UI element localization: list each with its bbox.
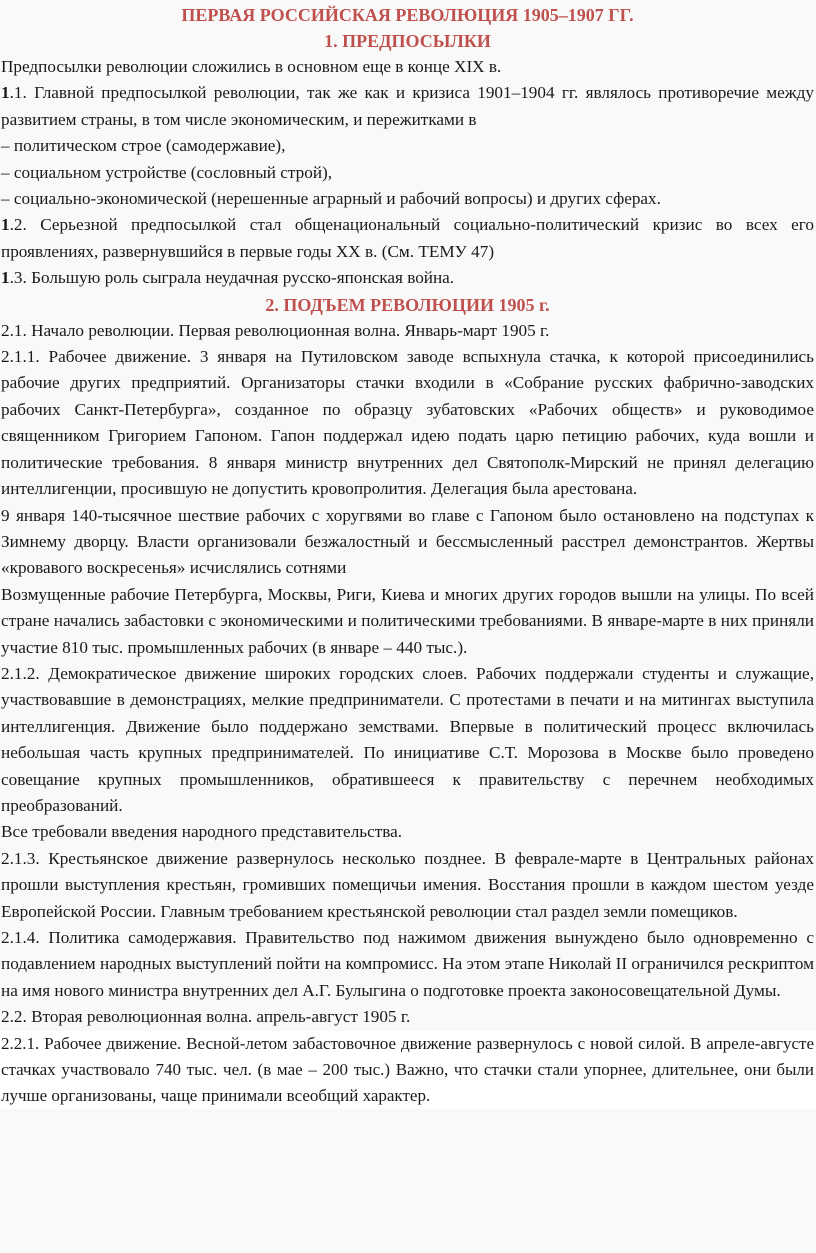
paragraph-2-1: 2.1. Начало революции. Первая революционная волна. Январь-март 1905 г. xyxy=(1,320,550,340)
section-heading-rise: 2. ПОДЪЕМ РЕВОЛЮЦИИ 1905 г. xyxy=(265,294,550,315)
paragraph-number: 1 xyxy=(1,215,10,235)
paragraph-2-1-2: 2.1.2. Демократическое движение широких городских слоев. Рабочих поддержали студенты и служащие, участвовавшие в демонстрациях, мелкие предприниматели. С протестами в печати и на митингах выступила интеллигенция. Движение было поддержано земствами. Впервые в политический процесс включилась небольшая часть крупных предпринимателей. По инициативе С.Т. Морозова в Москве было проведено совещание крупных промышленников, обратившееся к правительству с перечнем необходимых преобразований. xyxy=(1,663,814,815)
list-item: – социальном устройстве (сословный строй), xyxy=(1,162,333,182)
paragraph-all-demanded: Все требовали введения народного представительства. xyxy=(1,822,403,842)
paragraph-2-1-1: 2.1.1. Рабочее движение. 3 января на Путиловском заводе вспыхнула стачка, к которой присоединились рабочие других предприятий. Организаторы стачки входили в «Собрание русских фабрично-заводских рабочих Санкт-Петербурга», созданное по образцу зубатовских «Рабочих обществ» и руководимое священником Григорием Гапоном. Гапон поддержал идею подать царю петицию рабочих, куда вошли и политические требования. 8 января министр внутренних дел Святополк-Мирский не принял делегацию интеллигенции, просившую не допустить кровопролития. Делегация была арестована. xyxy=(1,347,814,499)
paragraph-2-1-4: 2.1.4. Политика самодержавия. Правительство под нажимом движения вынуждено было одновременно с подавлением народных выступлений пойти на компромисс. На этом этапе Николай II ограничился рескриптом на имя нового министра внутренних дел А.Г. Булыгина о подготовке проекта законосовещательной Думы. xyxy=(1,928,814,1000)
paragraph-1-1 xyxy=(1,80,814,133)
paragraph-text: .1. Главной предпосылкой революции, так же как и кризиса 1901–1904 гг. являлось противоречие между развитием страны, в том числе экономическим, и пережитками в xyxy=(1,83,814,129)
list-item: – социально-экономической (нерешенные аграрный и рабочий вопросы) и других сферах. xyxy=(1,189,661,209)
list-item: – политическом строе (самодержавие), xyxy=(1,136,286,156)
paragraph-intro: Предпосылки революции сложились в основном еще в конце XIX в. xyxy=(1,57,502,76)
bottom-text-block xyxy=(0,1031,816,1109)
paragraph-2-1-3: 2.1.3. Крестьянское движение развернулось несколько позднее. В феврале-марте в Центральных районах прошли выступления крестьян, громивших помещичьи имения. Восстания прошли в каждом шестом уезде Европейской России. Главным требованием крестьянской революции стал раздел земли помещиков. xyxy=(1,848,814,921)
paragraph-2-2-1: 2.2.1. Рабочее движение. Весной-летом забастовочное движение развернулось с новой силой. В апреле-августе стачках участвовало 740 тыс. чел. (в мае – 200 тыс.) Важно, что стачки стали упорнее, длительнее, они были лучше организованы, чаще принимали всеобщий характер. xyxy=(1,1033,814,1105)
paragraph-number: 1 xyxy=(1,268,10,288)
paragraph-2-2: 2.2. Вторая революционная волна. апрель-август 1905 г. xyxy=(1,1007,411,1027)
paragraph-january-9: 9 января 140-тысячное шествие рабочих с хоругвями во главе с Гапоном было остановлено на подступах к Зимнему дворцу. Власти организовали безжалостный и бессмысленный расстрел демонстрантов. Жертвы «кровавого воскресенья» исчислялись сотнями xyxy=(1,505,814,578)
section-heading-prerequisites: 1. ПРЕДПОСЫЛКИ xyxy=(324,31,491,51)
paragraph-outraged-workers: Возмущенные рабочие Петербурга, Москвы, Риги, Киева и многих других городов вышли на улицы. По всей стране начались забастовки с экономическими и политическими требованиями. В январе-марте в них приняли участие 810 тыс. промышленных рабочих (в январе – 440 тыс.). xyxy=(1,584,814,657)
paragraph-1-2 xyxy=(1,212,814,265)
paragraph-number: 1 xyxy=(1,83,10,103)
paragraph-text: .3. Большую роль сыграла неудачная русско-японская война. xyxy=(9,268,455,288)
paragraph-text: .2. Серьезной предпосылкой стал общенациональный социально-политический кризис во всех его проявлениях, развернувшийся в первые годы XX в. (См. ТЕМУ 47) xyxy=(1,215,814,261)
document-title: ПЕРВАЯ РОССИЙСКАЯ РЕВОЛЮЦИЯ 1905–1907 ГГ. xyxy=(181,5,634,25)
paragraph-1-3 xyxy=(1,265,814,291)
